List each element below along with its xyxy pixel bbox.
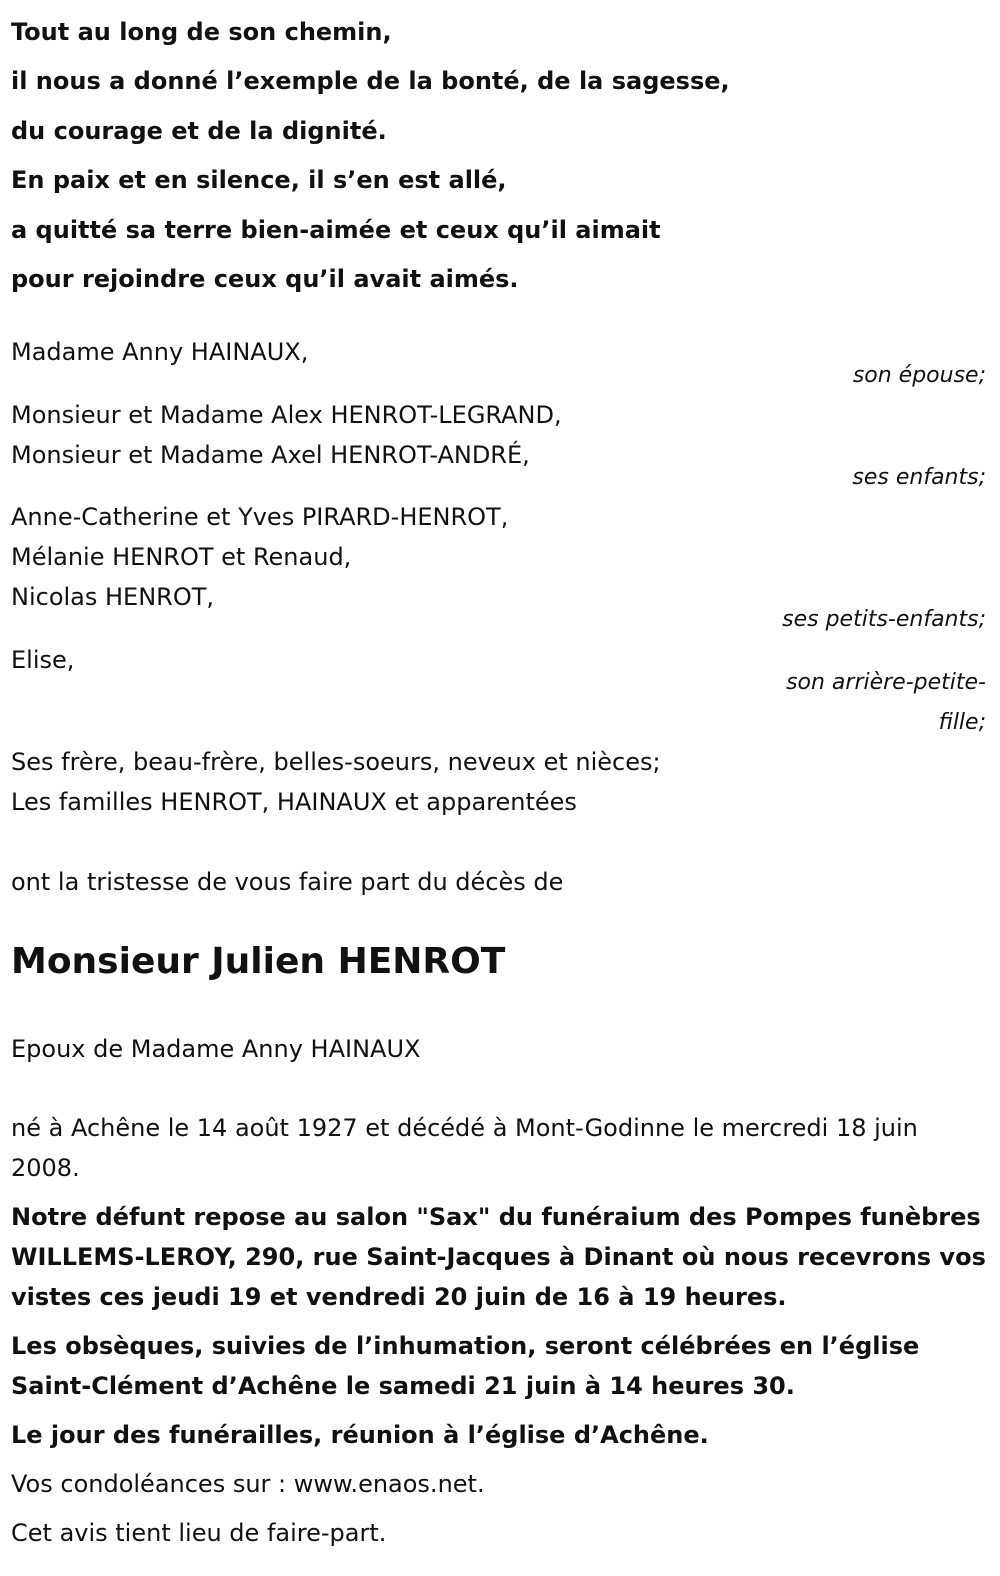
family-grandchild-name: Nicolas HENROT, (11, 583, 215, 611)
relation-spouse: son épouse; (852, 363, 986, 388)
funeral-details: Les obsèques, suivies de l’inhumation, seront célébrées en l’église Saint-Clément d’Achêne le samedi 21 juin à 14 heures 30. (11, 1332, 920, 1400)
poem (11, 8, 986, 304)
poem-line: il nous a donné l’exemple de la bonté, de la sagesse, (11, 67, 730, 96)
relation-great-grandchild: fille; (938, 710, 986, 735)
family-great-grandchild-name: Elise, (11, 646, 75, 674)
deceased-name: Monsieur Julien HENROT (11, 941, 506, 982)
family-others: Ses frère, beau-frère, belles-soeurs, neveux et nièces; (11, 748, 661, 776)
condolences-text: Vos condoléances sur : www.enaos.net. (11, 1470, 485, 1498)
family-child-name: Monsieur et Madame Alex HENROT-LEGRAND, (11, 401, 562, 429)
relation-children: ses enfants; (852, 465, 986, 490)
family-child-name: Monsieur et Madame Axel HENROT-ANDRÉ, (11, 441, 530, 469)
family-others: Les familles HENROT, HAINAUX et apparentées (11, 788, 577, 816)
poem-line: a quitté sa terre bien-aimée et ceux qu’il aimait (11, 215, 661, 244)
meeting-details: Le jour des funérailles, réunion à l’église d’Achêne. (11, 1421, 709, 1449)
spouse-of: Epoux de Madame Anny HAINAUX (11, 1035, 421, 1063)
relation-great-grandchild: son arrière-petite- (786, 670, 986, 695)
poem-line: Tout au long de son chemin, (11, 18, 392, 46)
relation-grandchildren: ses petits-enfants; (782, 607, 986, 632)
family-grandchild-name: Anne-Catherine et Yves PIRARD-HENROT, (11, 503, 509, 531)
poem-line: du courage et de la dignité. (11, 116, 387, 145)
poem-line: pour rejoindre ceux qu’il avait aimés. (11, 265, 519, 294)
notice-text: Cet avis tient lieu de faire-part. (11, 1519, 387, 1547)
announcement-text: ont la tristesse de vous faire part du décès de (11, 868, 564, 896)
birth-death-details: né à Achêne le 14 août 1927 et décédé à Mont-Godinne le mercredi 18 juin 2008. (11, 1114, 918, 1182)
visitation-details: Notre défunt repose au salon "Sax" du funéraium des Pompes funèbres WILLEMS-LEROY, 290, rue Saint-Jacques à Dinant où nous recevrons vos vistes ces jeudi 19 et vendredi 20 juin de 16 à 19 heures. (11, 1203, 986, 1311)
family-spouse-name: Madame Anny HAINAUX, (11, 338, 309, 366)
poem-line: En paix et en silence, il s’en est allé, (11, 166, 507, 195)
family-grandchild-name: Mélanie HENROT et Renaud, (11, 543, 352, 571)
